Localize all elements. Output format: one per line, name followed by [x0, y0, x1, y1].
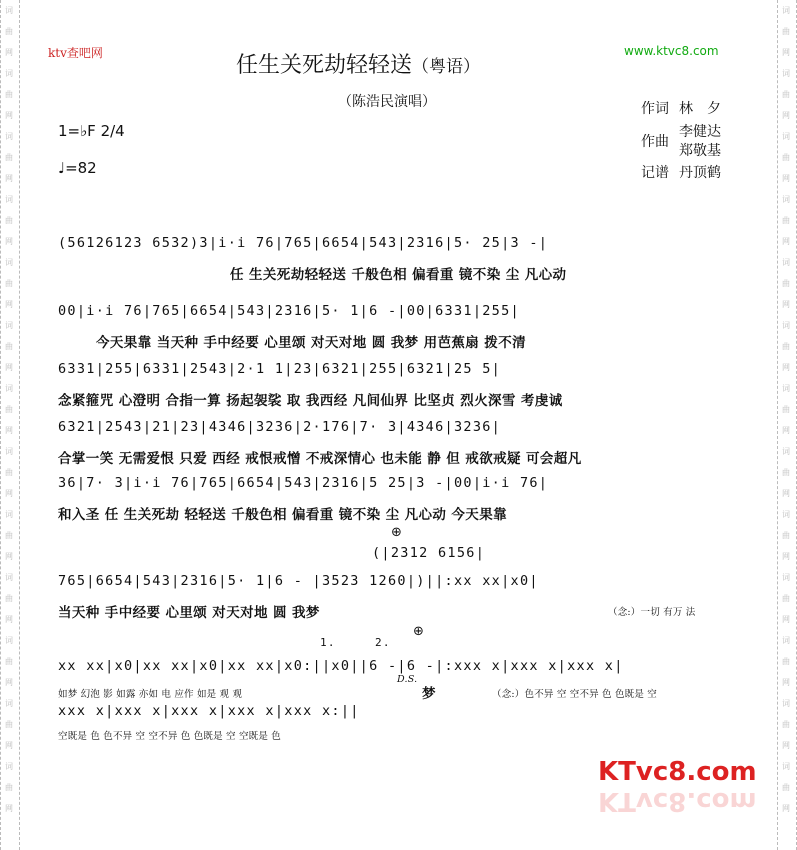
- site-logo-reflection: KTvc8.com: [598, 786, 757, 816]
- watermark-char: 曲: [782, 216, 790, 225]
- watermark-char: 词: [5, 762, 13, 771]
- coda-sign-1: ⊕: [391, 525, 402, 540]
- watermark-char: 曲: [782, 720, 790, 729]
- watermark-char: 网: [782, 615, 790, 624]
- song-title-text: 任生关死劫轻轻送: [236, 53, 413, 78]
- score-line-1-notes: (56126123 6532)3|i·i 76|765|6654|543|2316|5· 25|3 -|: [58, 235, 549, 251]
- watermark-char: 曲: [782, 468, 790, 477]
- score-line-6-chant: （念:）一切 有万 法: [608, 607, 696, 618]
- watermark-char: 词: [5, 510, 13, 519]
- composer-name-1: 李健达: [679, 124, 721, 140]
- watermark-char: 词: [782, 195, 790, 204]
- watermark-char: 网: [782, 678, 790, 687]
- score-line-3-lyrics: 念紧箍咒 心澄明 合指一算 扬起袈裟 取 我西经 凡间仙界 比坚贞 烈火深雪 考虔诚: [58, 393, 563, 409]
- watermark-char: 词: [782, 384, 790, 393]
- watermark-char: 网: [5, 237, 13, 246]
- watermark-char: 曲: [782, 153, 790, 162]
- watermark-char: 词: [782, 510, 790, 519]
- watermark-char: 曲: [5, 405, 13, 414]
- transcriber-label: 记谱: [641, 165, 669, 181]
- watermark-char: 网: [782, 489, 790, 498]
- score-line-2-lyrics: 今天果靠 当天种 手中经要 心里颂 对天对地 圆 我梦 用芭蕉扇 拨不清: [96, 335, 526, 351]
- ds-marking: D.S.: [397, 674, 418, 685]
- watermark-char: 词: [5, 636, 13, 645]
- watermark-char: 网: [782, 48, 790, 57]
- watermark-char: 网: [782, 804, 790, 813]
- watermark-char: 网: [782, 363, 790, 372]
- watermark-char: 曲: [5, 27, 13, 36]
- watermark-char: 曲: [5, 594, 13, 603]
- watermark-char: 词: [5, 132, 13, 141]
- watermark-char: 词: [5, 384, 13, 393]
- volta-1: 1.: [320, 636, 336, 649]
- score-line-4-notes: 6321|2543|21|23|4346|3236|2·176|7· 3|4346|3236|: [58, 419, 502, 435]
- watermark-char: 曲: [782, 657, 790, 666]
- watermark-char: 词: [5, 195, 13, 204]
- watermark-char: 曲: [782, 594, 790, 603]
- watermark-char: 词: [782, 321, 790, 330]
- volta-2: 2.: [375, 636, 391, 649]
- watermark-char: 曲: [782, 342, 790, 351]
- watermark-char: 词: [782, 762, 790, 771]
- composer-name-2: 郑敬基: [679, 143, 721, 159]
- watermark-char: 曲: [782, 279, 790, 288]
- watermark-char: 网: [5, 174, 13, 183]
- score-line-6-intro: (|2312 6156|: [372, 545, 486, 561]
- score-line-7-lyric: 梦: [422, 686, 436, 702]
- score-line-8-notes: xxx x|xxx x|xxx x|xxx x|xxx x:||: [58, 703, 360, 719]
- watermark-char: 网: [5, 489, 13, 498]
- watermark-char: 曲: [5, 153, 13, 162]
- watermark-char: 词: [5, 447, 13, 456]
- watermark-char: 曲: [782, 27, 790, 36]
- singer-line: （陈浩民演唱）: [338, 94, 436, 110]
- watermark-char: 词: [5, 699, 13, 708]
- watermark-char: 词: [782, 573, 790, 582]
- watermark-char: 曲: [782, 90, 790, 99]
- site-url-right[interactable]: www.ktvc8.com: [624, 44, 719, 58]
- watermark-char: 曲: [5, 90, 13, 99]
- watermark-char: 网: [5, 426, 13, 435]
- watermark-char: 网: [782, 300, 790, 309]
- watermark-char: 词: [782, 69, 790, 78]
- lyricist-label: 作词: [641, 101, 669, 117]
- watermark-char: 词: [782, 447, 790, 456]
- watermark-char: 网: [5, 111, 13, 120]
- watermark-char: 曲: [782, 405, 790, 414]
- watermark-char: 网: [5, 300, 13, 309]
- watermark-char: 词: [5, 321, 13, 330]
- score-line-3-notes: 6331|255|6331|2543|2·1 1|23|6321|255|6321|25 5|: [58, 361, 502, 377]
- score-line-6-lyrics: 当天种 手中经要 心里颂 对天对地 圆 我梦: [58, 605, 320, 621]
- score-line-5-lyrics: 和入圣 任 生关死劫 轻轻送 千般色相 偏看重 镜不染 尘 凡心动 今天果靠: [58, 507, 507, 523]
- transcriber-name: 丹顶鹤: [679, 165, 721, 181]
- watermark-char: 词: [5, 6, 13, 15]
- watermark-char: 曲: [5, 216, 13, 225]
- watermark-char: 词: [5, 258, 13, 267]
- watermark-char: 词: [782, 699, 790, 708]
- watermark-char: 网: [5, 804, 13, 813]
- site-brand-left[interactable]: ktv查吧网: [48, 46, 103, 60]
- watermark-char: 曲: [5, 531, 13, 540]
- score-line-7-notes: xx xx|x0|xx xx|x0|xx xx|x0:||x0||6 -|6 -|:xxx x|xxx x|xxx x|: [58, 658, 624, 674]
- watermark-char: 网: [782, 741, 790, 750]
- key-signature: 1=♭F 2/4: [58, 122, 125, 140]
- watermark-char: 词: [782, 636, 790, 645]
- watermark-char: 网: [782, 111, 790, 120]
- watermark-char: 网: [5, 552, 13, 561]
- watermark-char: 词: [782, 6, 790, 15]
- watermark-char: 网: [782, 552, 790, 561]
- watermark-char: 曲: [5, 783, 13, 792]
- composer-label: 作曲: [641, 134, 669, 150]
- watermark-char: 网: [5, 48, 13, 57]
- right-watermark-strip: [777, 0, 797, 850]
- score-line-4-lyrics: 合掌一笑 无需爱恨 只爱 西经 戒恨戒憎 不戒深情心 也未能 静 但 戒欲戒疑 可会超凡: [58, 451, 582, 467]
- score-line-2-notes: 00|i·i 76|765|6654|543|2316|5· 1|6 -|00|6331|255|: [58, 303, 520, 319]
- watermark-char: 网: [5, 363, 13, 372]
- watermark-char: 词: [5, 69, 13, 78]
- watermark-char: 词: [782, 132, 790, 141]
- watermark-char: 曲: [782, 783, 790, 792]
- score-line-1-lyrics: 任 生关死劫轻轻送 千般色相 偏看重 镜不染 尘 凡心动: [230, 267, 567, 283]
- coda-sign-2: ⊕: [413, 624, 424, 639]
- watermark-char: 网: [782, 174, 790, 183]
- score-line-7-chant: 如梦 幻泡 影 如露 亦如 电 应作 如是 观 观: [58, 689, 243, 700]
- song-title-suffix: （粤语）: [412, 57, 481, 77]
- watermark-char: 曲: [5, 468, 13, 477]
- watermark-char: 词: [782, 258, 790, 267]
- watermark-char: 曲: [5, 720, 13, 729]
- watermark-char: 曲: [782, 531, 790, 540]
- watermark-char: 网: [782, 237, 790, 246]
- site-logo[interactable]: KTvc8.com: [598, 757, 757, 787]
- score-line-8-chant: 空既是 色 色不异 空 空不异 色 色既是 空 空既是 色: [58, 731, 281, 742]
- watermark-char: 曲: [5, 657, 13, 666]
- watermark-char: 网: [5, 678, 13, 687]
- score-line-6-notes: 765|6654|543|2316|5· 1|6 - |3523 1260|)||:xx xx|x0|: [58, 573, 539, 589]
- watermark-char: 曲: [5, 279, 13, 288]
- lyricist-name: 林 夕: [679, 101, 721, 117]
- watermark-char: 网: [5, 741, 13, 750]
- score-line-5-notes: 36|7· 3|i·i 76|765|6654|543|2316|5 25|3 -|00|i·i 76|: [58, 475, 549, 491]
- score-line-7-chant-2: （念:）色不异 空 空不异 色 色既是 空: [492, 689, 657, 700]
- left-watermark-strip: [0, 0, 20, 850]
- watermark-char: 词: [5, 573, 13, 582]
- watermark-char: 网: [5, 615, 13, 624]
- song-title: [236, 48, 480, 79]
- tempo-marking: ♩=82: [58, 159, 97, 177]
- watermark-char: 网: [782, 426, 790, 435]
- watermark-char: 曲: [5, 342, 13, 351]
